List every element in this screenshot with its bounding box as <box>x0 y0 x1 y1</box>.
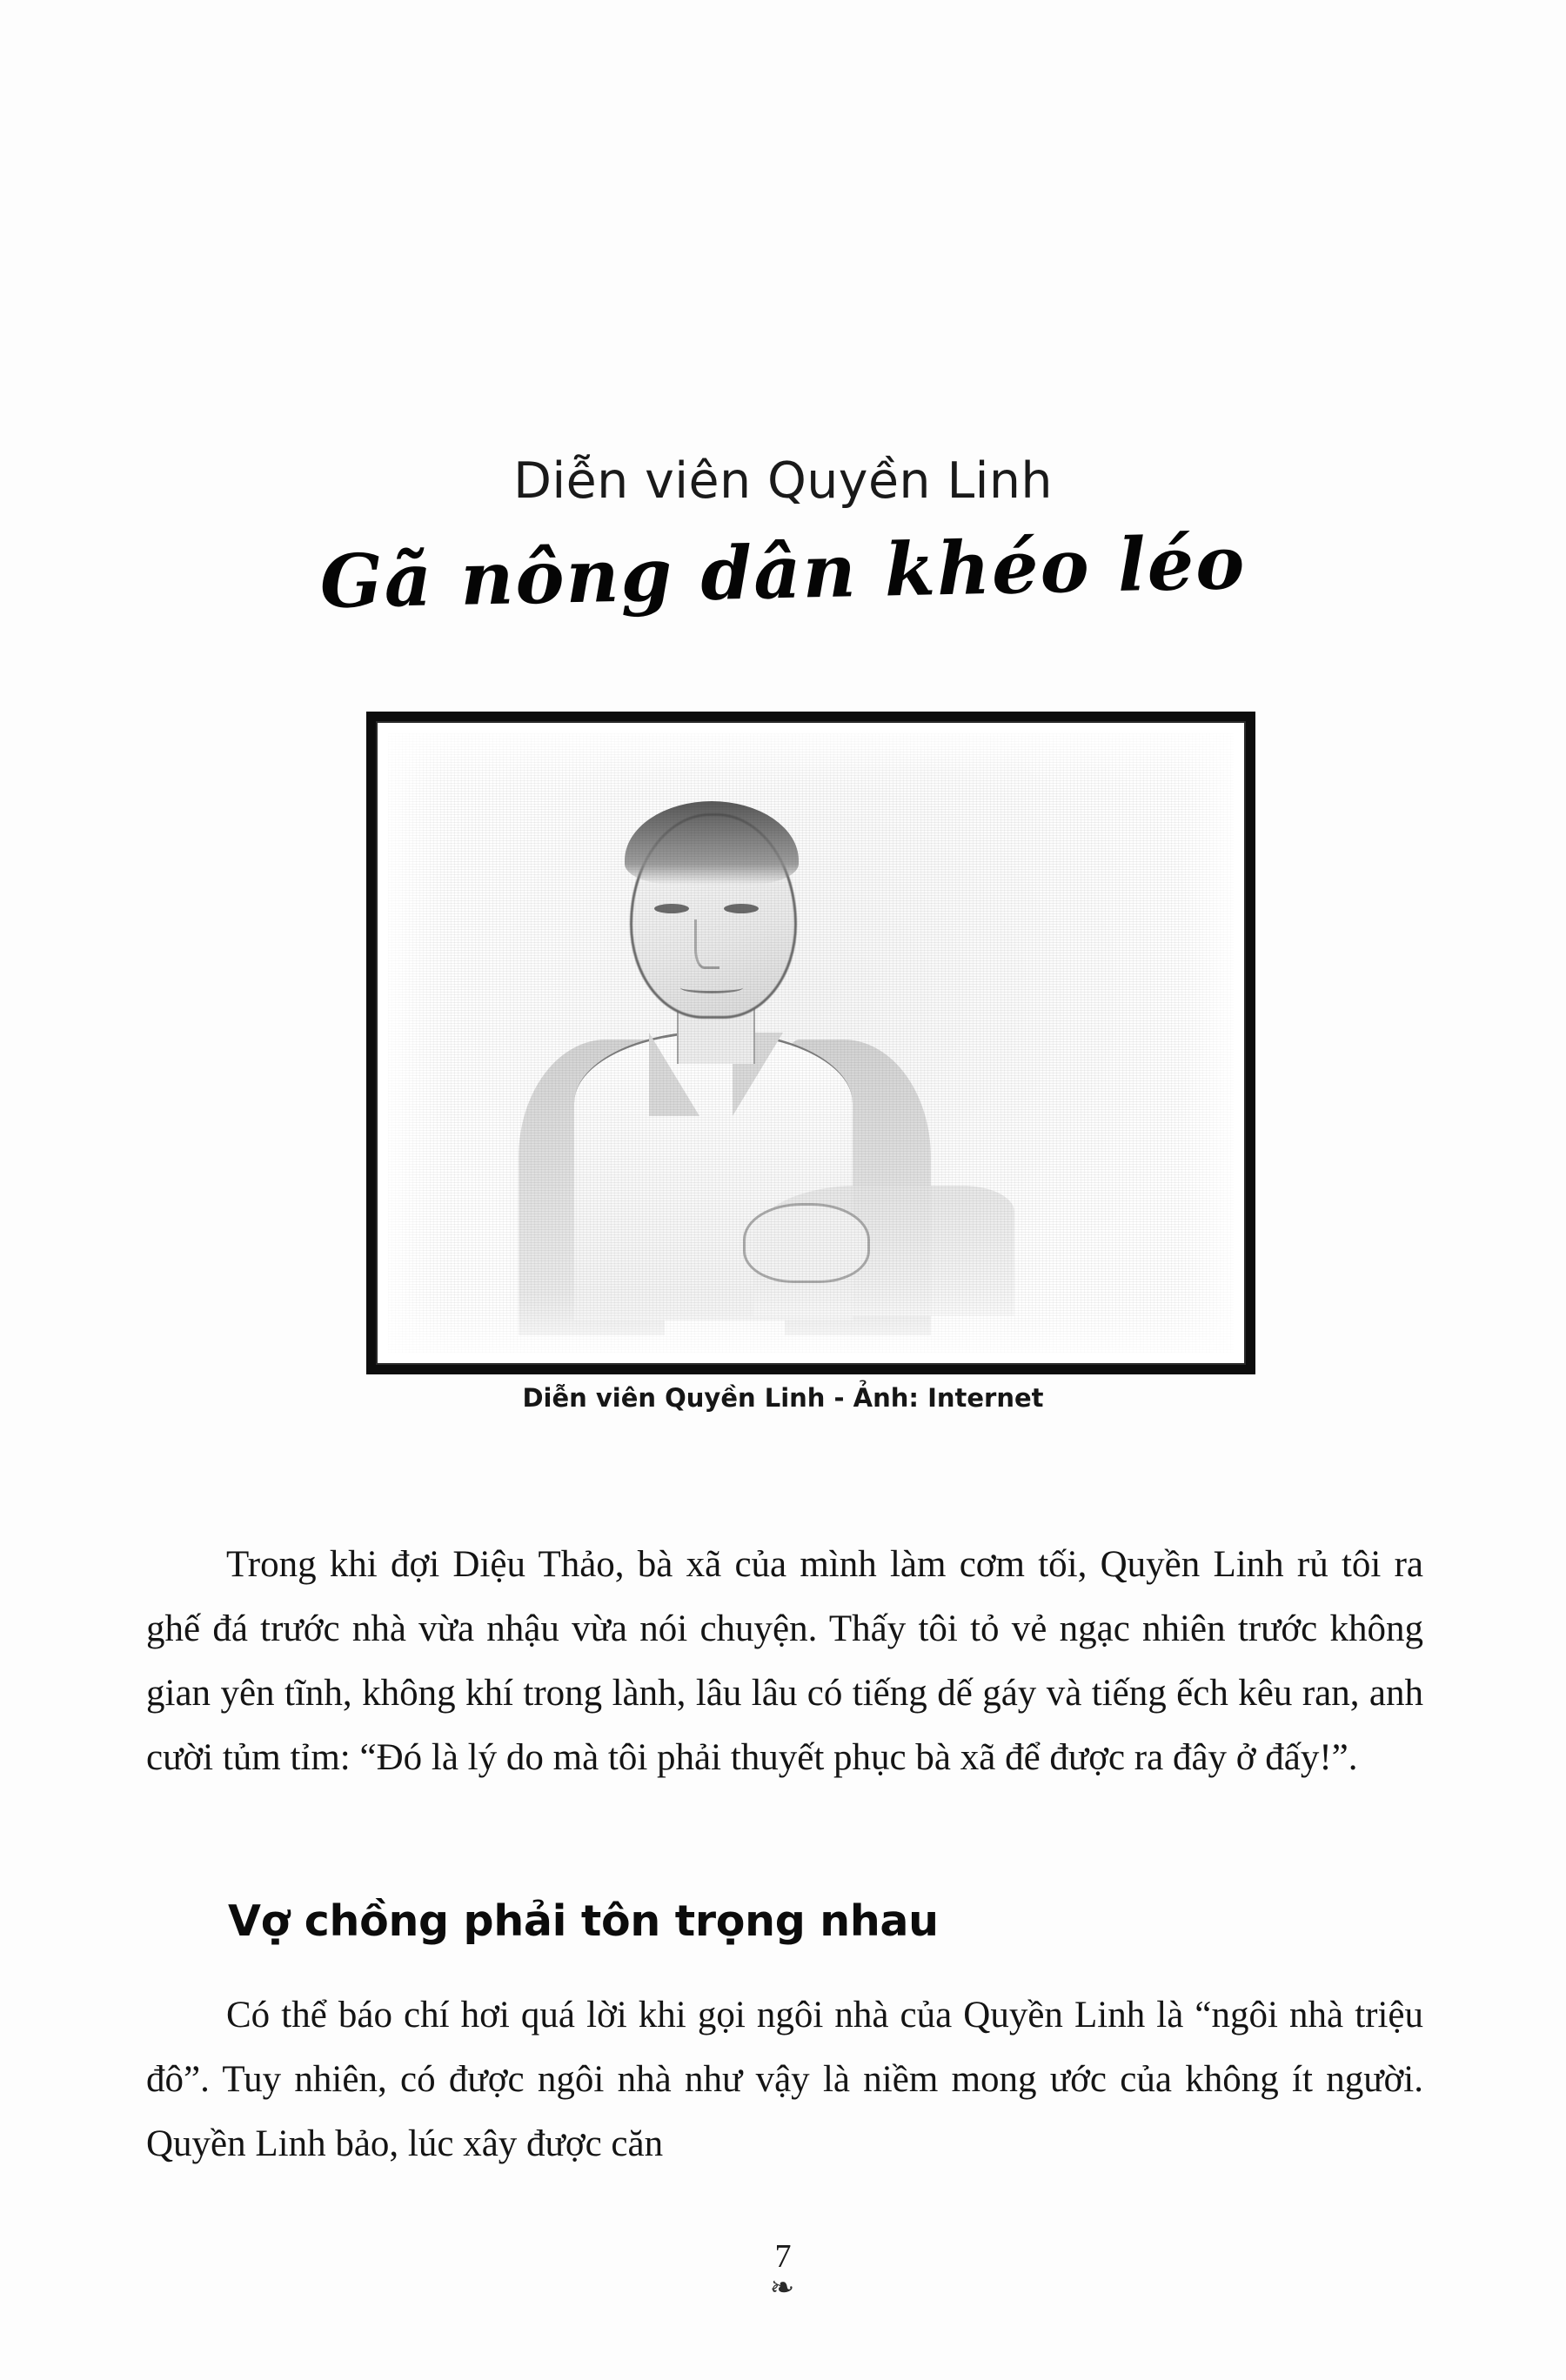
article-headline: Gã nông dân khéo léo <box>318 518 1248 625</box>
lead-paragraph-block <box>146 1533 1423 1790</box>
folio-number: 7 <box>774 2238 792 2275</box>
photo-image <box>388 733 1234 1353</box>
article-kicker: Diễn viên Quyền Linh <box>513 452 1053 510</box>
lead-paragraph: Trong khi đợi Diệu Thảo, bà xã của mình làm cơm tối, Quyền Linh rủ tôi ra ghế đá trước nhà vừa nhậu vừa nói chuyện. Thấy tôi tỏ vẻ ngạc nhiên trước không gian yên tĩnh, không khí trong lành, lâu lâu có tiếng dế gáy và tiếng ếch kêu ran, anh cười tủm tỉm: “Đó là lý do mà tôi phải thuyết phục bà xã để được ra đây ở đấy!”. <box>146 1544 1423 1778</box>
body-paragraph-block <box>146 1983 1423 2176</box>
article-photo <box>366 712 1255 1374</box>
photo-vignette <box>388 733 1234 1353</box>
section-subheading: Vợ chồng phải tôn trọng nhau <box>228 1896 939 1946</box>
folio-ornament: ❧ <box>769 2272 797 2304</box>
photo-caption: Diễn viên Quyền Linh - Ảnh: Internet <box>522 1383 1044 1413</box>
body-paragraph-2: Có thể báo chí hơi quá lời khi gọi ngôi nhà của Quyền Linh là “ngôi nhà triệu đô”. Tuy nhiên, có được ngôi nhà như vậy là niềm mong ước của không ít người. Quyền Linh bảo, lúc xây được căn <box>146 1995 1423 2164</box>
page-number <box>0 2237 1566 2305</box>
